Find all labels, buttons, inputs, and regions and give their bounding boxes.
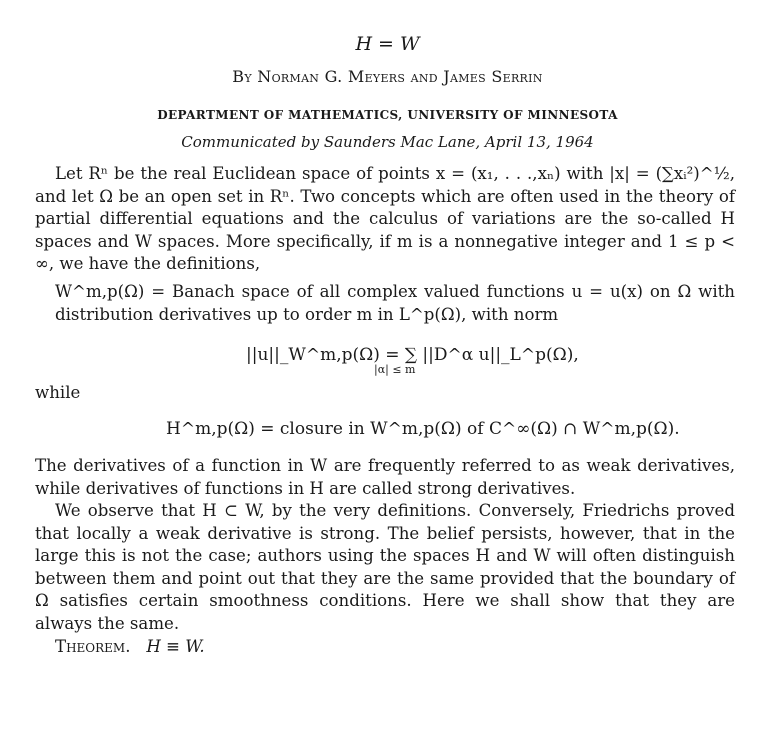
paragraph-3-text: We observe that H ⊂ W, by the very definitions. Conversely, Friedrichs proved that locally a weak derivative is strong. The belief persists, however, that in the large this is not the case; authors using the spaces H and W will often distinguish between them and point out that they are the same provided that the boundary of Ω satisfies certain smoothness conditions. Here we shall show that they are always the same. xyxy=(35,501,735,633)
paragraph-2 xyxy=(35,455,735,500)
theorem xyxy=(55,637,205,656)
communicated-line: Communicated by Saunders Mac Lane, April 13, 1964 xyxy=(181,133,594,151)
closure-equation: H^m,p(Ω) = closure in W^m,p(Ω) of C^∞(Ω) ∩ W^m,p(Ω). xyxy=(166,419,680,439)
paragraph-1-text: Let Rⁿ be the real Euclidean space of points x = (x₁, . . .,xₙ) with |x| = (∑xᵢ²)^½, and let Ω be an open set in Rⁿ. Two concepts which are often used in the theory of partial differential equations and the calculus of variations are the so-called H spaces and W spaces. More specifically, if m is a nonnegative integer and 1 ≤ p < ∞, we have the definitions, xyxy=(35,164,735,274)
while-word: while xyxy=(35,383,81,402)
norm-equation: ||u||_W^m,p(Ω) = ∑ ||D^α u||_L^p(Ω), xyxy=(246,345,579,365)
paragraph-3 xyxy=(35,500,735,636)
paragraph-1 xyxy=(35,163,735,276)
paper-authors: By Norman G. Meyers and James Serrin xyxy=(232,67,543,86)
norm-equation-subscript: |α| ≤ m xyxy=(374,363,416,376)
definition-block xyxy=(55,281,735,326)
theorem-label: Theorem. xyxy=(55,637,131,656)
theorem-statement: H ≡ W. xyxy=(146,637,205,656)
definition-text: W^m,p(Ω) = Banach space of all complex valued functions u = u(x) on Ω with distribution derivatives up to order m in L^p(Ω), with norm xyxy=(55,282,735,324)
department: DEPARTMENT OF MATHEMATICS, UNIVERSITY OF MINNESOTA xyxy=(157,108,618,122)
paper-title: H = W xyxy=(355,33,420,55)
paragraph-2-text: The derivatives of a function in W are frequently referred to as weak derivatives, while derivatives of functions in H are called strong derivatives. xyxy=(35,456,735,498)
